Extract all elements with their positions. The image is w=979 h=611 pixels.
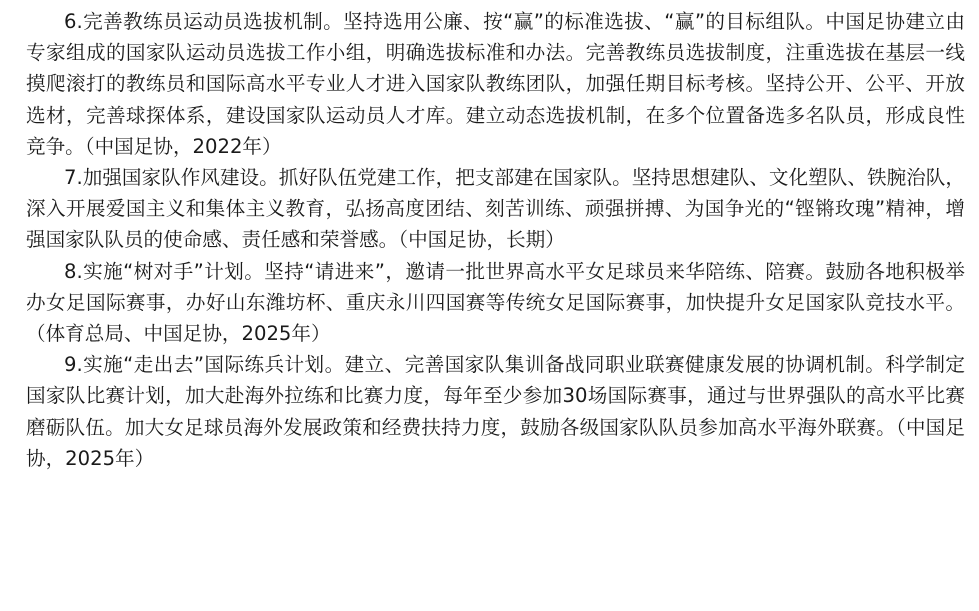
paragraph-item-9: 9.实施“走出去”国际练兵计划。建立、完善国家队集训备战同职业联赛健康发展的协调机制。科学制定国家队比赛计划，加大赴海外拉练和比赛力度，每年至少参加30场国际赛事，通过与世界强队的高水平比赛磨砺队伍。加大女足球员海外发展政策和经费扶持力度，鼓励各级国家队队员参加高水平海外联赛。（中国足协，2025年） [26, 353, 965, 470]
paragraph-item-8: 8.实施“树对手”计划。坚持“请进来”，邀请一批世界高水平女足球员来华陪练、陪赛。鼓励各地积极举办女足国际赛事，办好山东潍坊杯、重庆永川四国赛等传统女足国际赛事，加快提升女足国家队竞技水平。（体育总局、中国足协，2025年） [26, 259, 965, 346]
paragraph-item-6: 6.完善教练员运动员选拔机制。坚持选用公廉、按“赢”的标准选拔、“赢”的目标组队。中国足协建立由专家组成的国家队运动员选拔工作小组，明确选拔标准和办法。完善教练员选拔制度，注重选拔在基层一线摸爬滚打的教练员和国际高水平专业人才进入国家队教练团队，加强任期目标考核。坚持公开、公平、开放选材，完善球探体系，建设国家队运动员人才库。建立动态选拔机制，在多个位置备选多名队员，形成良性竞争。（中国足协，2022年） [26, 10, 965, 158]
paragraph-item-7: 7.加强国家队作风建设。抓好队伍党建工作，把支部建在国家队。坚持思想建队、文化塑队、铁腕治队，深入开展爱国主义和集体主义教育，弘扬高度团结、刻苦训练、顽强拼搏、为国争光的“铿锵玫瑰”精神，增强国家队队员的使命感、责任感和荣誉感。（中国足协，长期） [26, 166, 965, 252]
